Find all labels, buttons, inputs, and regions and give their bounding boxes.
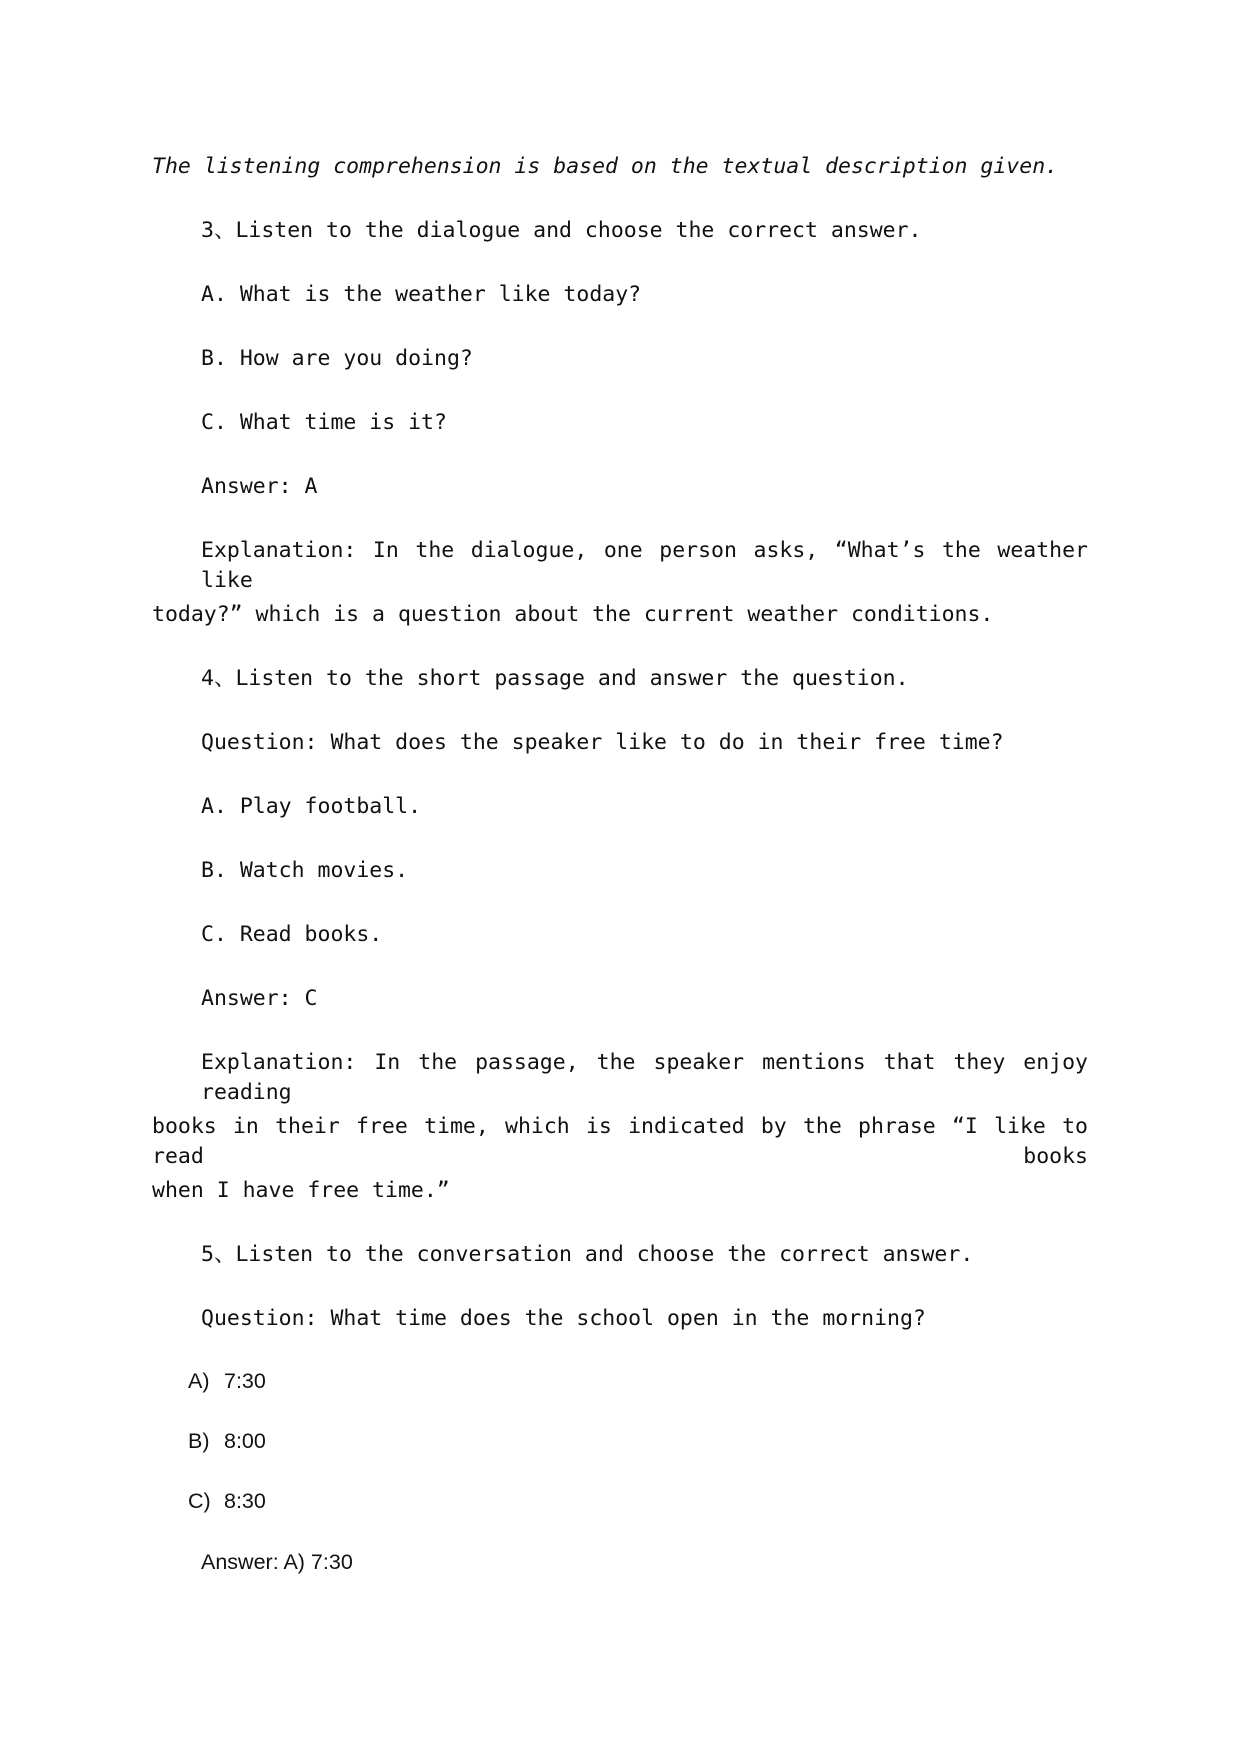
q4-explanation-line-3: when I have free time.”: [152, 1178, 450, 1203]
q4-explanation-line-1: Explanation: In the passage, the speaker mentions that they enjoy reading: [201, 1050, 1088, 1105]
intro-text: The listening comprehension is based on the textual description given.: [152, 154, 1059, 179]
q5-question: Question: What time does the school open in the morning?: [201, 1306, 926, 1331]
q5-option-b: [188, 1426, 266, 1456]
q3-answer: Answer: A: [201, 474, 318, 499]
q4-prompt: 4、Listen to the short passage and answer the question.: [201, 666, 909, 691]
q3-option-b: B. How are you doing?: [201, 346, 473, 371]
q3-explanation-line-2: today?” which is a question about the current weather conditions.: [152, 602, 994, 627]
q4-answer: Answer: C: [201, 986, 318, 1011]
q5-option-c-label: C): [188, 1489, 211, 1513]
q4-option-a: A. Play football.: [201, 794, 422, 819]
q5-option-c-value: 8:30: [224, 1489, 266, 1513]
q4-option-b: B. Watch movies.: [201, 858, 409, 883]
q5-prompt: 5、Listen to the conversation and choose the correct answer.: [201, 1242, 974, 1267]
q3-option-c: C. What time is it?: [201, 410, 447, 435]
q5-option-b-label: B): [188, 1429, 210, 1453]
q5-option-a-label: A): [188, 1369, 210, 1393]
q4-option-c: C. Read books.: [201, 922, 383, 947]
q5-option-a: [188, 1366, 266, 1396]
q5-option-c: [188, 1486, 266, 1516]
q3-explanation-line-1: Explanation: In the dialogue, one person asks, “What’s the weather like: [201, 538, 1088, 593]
q5-option-a-value: 7:30: [224, 1369, 266, 1393]
q5-answer: Answer: A) 7:30: [201, 1550, 353, 1574]
q3-option-a: A. What is the weather like today?: [201, 282, 642, 307]
q3-prompt: 3、Listen to the dialogue and choose the correct answer.: [201, 218, 922, 243]
q5-option-b-value: 8:00: [224, 1429, 266, 1453]
q4-question: Question: What does the speaker like to do in their free time?: [201, 730, 1004, 755]
q4-explanation-line-2: books in their free time, which is indicated by the phrase “I like to read books: [152, 1114, 1088, 1169]
